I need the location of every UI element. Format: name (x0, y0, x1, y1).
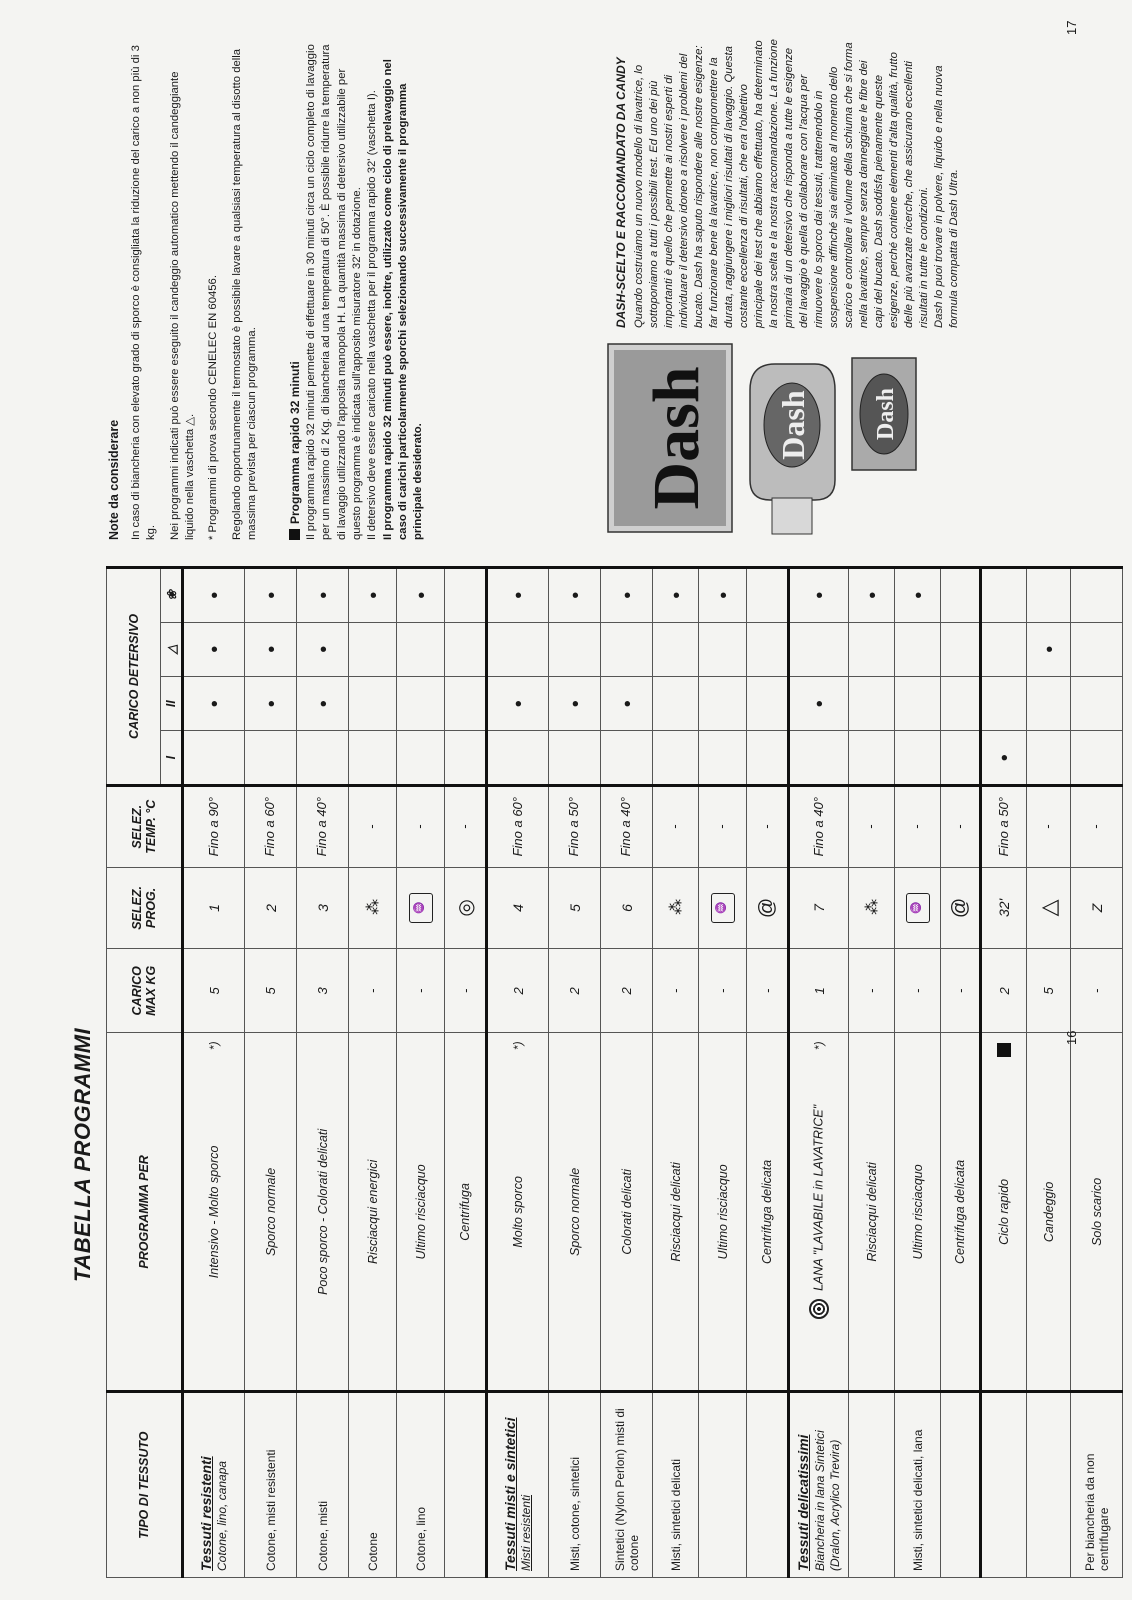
program-name: Centrifuga delicata (747, 1033, 789, 1392)
det-bleach (789, 622, 849, 676)
dash-products-image (600, 340, 930, 540)
fabric-type (699, 1392, 747, 1578)
temperature: - (895, 785, 941, 867)
max-load: - (699, 949, 747, 1033)
det-I (349, 731, 397, 785)
det-bleach (549, 622, 601, 676)
temperature: Fino a 40° (297, 785, 349, 867)
det-I (895, 731, 941, 785)
program-name: Risciacqui energici (349, 1033, 397, 1392)
det-softener: ● (699, 568, 747, 623)
max-load: 2 (487, 949, 549, 1033)
dash-logo-box: Dash (640, 366, 713, 510)
program-name: Risciacqui delicati (653, 1033, 699, 1392)
spin-delicate-icon: @ (747, 867, 789, 949)
temperature: - (349, 785, 397, 867)
max-load: 2 (981, 949, 1027, 1033)
program-selector: 7 (789, 867, 849, 949)
temperature: Fino a 40° (789, 785, 849, 867)
det-bleach (487, 622, 549, 676)
fabric-type: Cotone (349, 1392, 397, 1578)
fabric-type: Per biancheria da non centrifugare (1071, 1392, 1123, 1578)
det-softener: ● (245, 568, 297, 623)
det-bleach (849, 622, 895, 676)
page-number-left: 16 (1064, 1030, 1079, 1045)
program-name: Ciclo rapido (981, 1033, 1027, 1392)
det-softener: ● (183, 568, 245, 623)
det-bleach (699, 622, 747, 676)
notes-title: Note da considerare (107, 419, 121, 540)
det-I (1071, 731, 1123, 785)
max-load: - (397, 949, 445, 1033)
max-load: - (941, 949, 981, 1033)
program-name: Risciacqui delicati (849, 1033, 895, 1392)
program-name: Centrifuga (445, 1033, 487, 1392)
dash-body: Quando costruiamo un nuovo modello di lavatrice, lo sottoponiamo a tutti i possibili test. Ed uno dei più importanti è quello che permette ai nostri esperti di individuare il detersivo idoneo a risolvere i problemi del bucato. Dash ha saputo rispondere alle nostre esigenze: far funzionare bene la lavatrice, non compromettere la durata, raggiungere i migliori risultati di lavaggio. Questa costante eccellenza di risultati, che era l'obiettivo principale dei test che abbiamo effettuato, ha determinato la nostra scelta e la nostra raccomandazione. La funzione primaria di un detersivo che risponda a tutte le esigenze del lavaggio è quella di collaborare con l'acqua per rimuovere lo sporco dai tessuti, trattenendolo in sospensione affinché sia eliminato al momento dello scarico e controllare il volume della schiuma che si forma nella lavatrice, sempre senza danneggiare le fibre dei capi del bucato. Dash soddisfa pienamente queste esigenze, perché contiene elementi d'alta qualità, frutto delle più avanzate ricerche, che assicurano eccellenti risultati in tutte le condizioni. (632, 39, 931, 328)
det-I (941, 731, 981, 785)
det-bleach (747, 622, 789, 676)
rapid-title: Programma rapido 32 minuti (287, 361, 302, 524)
max-load: - (747, 949, 789, 1033)
det-II: ● (245, 676, 297, 730)
det-softener (445, 568, 487, 623)
det-softener (1071, 568, 1123, 623)
det-II: ● (183, 676, 245, 730)
det-bleach: ● (297, 622, 349, 676)
temperature: - (1071, 785, 1123, 867)
det-II (1071, 676, 1123, 730)
det-softener (1027, 568, 1071, 623)
det-softener (747, 568, 789, 623)
det-II (895, 676, 941, 730)
det-softener: ● (297, 568, 349, 623)
det-softener (941, 568, 981, 623)
program-selector: 3 (297, 867, 349, 949)
det-I (397, 731, 445, 785)
temperature: Fino a 50° (549, 785, 601, 867)
det-II: ● (297, 676, 349, 730)
program-selector: 4 (487, 867, 549, 949)
last-rinse-icon: ♒ (397, 867, 445, 949)
page-number-right: 17 (1064, 20, 1079, 35)
det-col-II: II (161, 676, 183, 730)
det-II (349, 676, 397, 730)
fabric-type (747, 1392, 789, 1578)
det-I (653, 731, 699, 785)
temperature: Fino a 60° (487, 785, 549, 867)
program-name: Poco sporco - Colorati delicati (297, 1033, 349, 1392)
group-resistenti (183, 1392, 245, 1578)
fabric-type: Cotone, lino (397, 1392, 445, 1578)
max-load: - (1071, 949, 1123, 1033)
max-load: - (349, 949, 397, 1033)
det-II: ● (487, 676, 549, 730)
spin-icon: ◎ (445, 867, 487, 949)
fabric-type (1027, 1392, 1071, 1578)
rapid-body-2: Il detersivo deve essere caricato nella vaschetta per il programma rapido 32' (vaschetta I). (366, 90, 379, 540)
det-I: ● (981, 731, 1027, 785)
rapid-square-icon (289, 529, 300, 540)
program-table (106, 566, 1123, 1578)
det-I (789, 731, 849, 785)
det-II: ● (789, 676, 849, 730)
fabric-type (941, 1392, 981, 1578)
wool-icon (809, 1299, 829, 1319)
group-subtitle: Biancheria in lana Sintetici (Dralon, Acrylico Trevira) (812, 1430, 842, 1571)
footnote-mark: *) (511, 1041, 525, 1051)
dash-text (614, 38, 962, 328)
temperature: Fino a 50° (981, 785, 1027, 867)
note-bleach: Nei programmi indicati può essere eseguito il candeggio automatico mettendo il candeggiante liquido nella vaschetta △. (168, 71, 197, 540)
det-I (245, 731, 297, 785)
program-name: Ultimo risciacquo (397, 1033, 445, 1392)
fabric-type: Misti, sintetici delicati (653, 1392, 699, 1578)
det-bleach (653, 622, 699, 676)
dash-title: DASH-SCELTO E RACCOMANDATO DA CANDY (614, 57, 628, 328)
det-softener: ● (549, 568, 601, 623)
det-bleach (397, 622, 445, 676)
det-II (699, 676, 747, 730)
det-bleach (981, 622, 1027, 676)
det-col-I: I (161, 731, 183, 785)
last-rinse-icon: ♒ (895, 867, 941, 949)
program-name: LANA "LAVABILE in LAVATRICE" *) (789, 1033, 849, 1392)
max-load: 5 (1027, 949, 1071, 1033)
max-load: - (895, 949, 941, 1033)
program-name: Solo scarico (1071, 1033, 1123, 1392)
program-selector: Z (1071, 867, 1123, 949)
fabric-type: Cotone, misti resistenti (245, 1392, 297, 1578)
fabric-type (981, 1392, 1027, 1578)
det-softener: ● (895, 568, 941, 623)
group-title: Tessuti delicatissimi (795, 1434, 812, 1571)
det-II: ● (601, 676, 653, 730)
det-softener: ● (349, 568, 397, 623)
det-II (981, 676, 1027, 730)
fabric-type (849, 1392, 895, 1578)
det-softener: ● (849, 568, 895, 623)
group-title: Tessuti misti e sintetici (501, 1417, 518, 1571)
rapid-square-icon (997, 1043, 1011, 1057)
temperature: - (653, 785, 699, 867)
det-I (445, 731, 487, 785)
fabric-type: Cotone, misti (297, 1392, 349, 1578)
det-I (601, 731, 653, 785)
program-selector: 1 (183, 867, 245, 949)
det-II (941, 676, 981, 730)
program-selector: 5 (549, 867, 601, 949)
det-I (549, 731, 601, 785)
det-II (397, 676, 445, 730)
det-II (445, 676, 487, 730)
det-bleach (601, 622, 653, 676)
temperature: - (747, 785, 789, 867)
page-title: TABELLA PROGRAMMI (70, 1027, 95, 1282)
rapid-bold: Il programma rapido 32 minuti può essere, inoltre, utilizzato come ciclo di prelavaggio nel caso di carichi particolarmente sporchi selezionando successivamente il programma principale desiderato. (381, 59, 425, 540)
temperature: - (445, 785, 487, 867)
program-name: Sporco normale (245, 1033, 297, 1392)
rinse-icon: ⁂ (849, 867, 895, 949)
notes-section (106, 40, 435, 540)
program-name: Sporco normale (549, 1033, 601, 1392)
det-I (747, 731, 789, 785)
fabric-type: Misti, sintetici delicati, lana (895, 1392, 941, 1578)
det-II (1027, 676, 1071, 730)
program-name: Ultimo risciacquo (895, 1033, 941, 1392)
det-bleach (349, 622, 397, 676)
det-I (297, 731, 349, 785)
det-col-bleach: △ (161, 622, 183, 676)
header-prog: SELEZ. PROG. (107, 867, 183, 949)
det-I (487, 731, 549, 785)
det-II (849, 676, 895, 730)
group-delicatissimi (789, 1392, 849, 1578)
det-I (849, 731, 895, 785)
program-name: Molto sporco *) (487, 1033, 549, 1392)
last-rinse-icon: ♒ (699, 867, 747, 949)
header-temp: SELEZ. TEMP. °C (107, 785, 183, 867)
det-II: ● (549, 676, 601, 730)
det-bleach (941, 622, 981, 676)
max-load: 2 (549, 949, 601, 1033)
dash-logo-bottle: Dash (775, 390, 811, 460)
program-name: Colorati delicati (601, 1033, 653, 1392)
det-softener: ● (789, 568, 849, 623)
det-bleach: ● (183, 622, 245, 676)
max-load: 5 (245, 949, 297, 1033)
dash-logo-ultra: Dash (873, 387, 899, 441)
temperature: Fino a 40° (601, 785, 653, 867)
group-subtitle: Cotone, lino, canapa (215, 1460, 230, 1571)
det-bleach (895, 622, 941, 676)
temperature: - (1027, 785, 1071, 867)
header-detersivo: CARICO DETERSIVO (107, 568, 161, 786)
header-programma: PROGRAMMA PER (107, 1033, 183, 1392)
det-I (1027, 731, 1071, 785)
det-II (747, 676, 789, 730)
rapid-body: Il programma rapido 32 minuti permette di effettuare in 30 minuti circa un ciclo completo di lavaggio per un massimo di 2 Kg. di biancheria ad una temperatura di 50°. È possibile ridurre la temperatura di lavaggio utilizzando l'apposita manopola H. La quantità massima di detersivo utilizzabile per questo programma è indicata sull'apposito misuratore 32' in dotazione. (304, 44, 363, 540)
bleach-icon: △ (1027, 867, 1071, 949)
det-bleach: ● (245, 622, 297, 676)
det-bleach (445, 622, 487, 676)
fabric-type: Misti, cotone, sintetici (549, 1392, 601, 1578)
header-tipo: TIPO DI TESSUTO (107, 1392, 183, 1578)
note-thermostat: Regolando opportunamente il termostato è possibile lavare a qualsiasi temperatura al disotto della massima prevista per ciascun programma. (230, 48, 259, 540)
max-load: 2 (601, 949, 653, 1033)
rinse-icon: ⁂ (349, 867, 397, 949)
note-cenelec: * Programmi di prova secondo CENELEC EN 60456. (207, 275, 220, 540)
max-load: - (653, 949, 699, 1033)
det-col-softener: ❀ (161, 568, 183, 623)
program-name: Candeggio (1027, 1033, 1071, 1392)
program-selector: 6 (601, 867, 653, 949)
temperature: - (941, 785, 981, 867)
max-load: - (849, 949, 895, 1033)
footnote-mark: *) (812, 1041, 826, 1051)
fabric-type (445, 1392, 487, 1578)
det-softener: ● (601, 568, 653, 623)
program-name: Intensivo - Molto sporco *) (183, 1033, 245, 1392)
det-softener (981, 568, 1027, 623)
program-selector: 2 (245, 867, 297, 949)
det-I (183, 731, 245, 785)
footnote-mark: *) (207, 1041, 221, 1051)
max-load: - (445, 949, 487, 1033)
det-II (653, 676, 699, 730)
group-subtitle: Misti resistenti (519, 1494, 534, 1571)
temperature: Fino a 90° (183, 785, 245, 867)
det-I (699, 731, 747, 785)
det-bleach (1071, 622, 1123, 676)
temperature: - (397, 785, 445, 867)
temperature: - (849, 785, 895, 867)
program-name: Ultimo risciacquo (699, 1033, 747, 1392)
group-title: Tessuti resistenti (197, 1456, 214, 1571)
program-name: Centrifuga delicata (941, 1033, 981, 1392)
det-bleach: ● (1027, 622, 1071, 676)
det-softener: ● (653, 568, 699, 623)
rinse-icon: ⁂ (653, 867, 699, 949)
det-softener: ● (397, 568, 445, 623)
max-load: 5 (183, 949, 245, 1033)
group-misti (487, 1392, 549, 1578)
spin-delicate-icon: @ (941, 867, 981, 949)
program-selector: 32' (981, 867, 1027, 949)
temperature: - (699, 785, 747, 867)
det-softener: ● (487, 568, 549, 623)
temperature: Fino a 60° (245, 785, 297, 867)
max-load: 1 (789, 949, 849, 1033)
fabric-type: Sintetici (Nylon Perlon) misti di cotone (601, 1392, 653, 1578)
note-load: In caso di biancheria con elevato grado di sporco è consigliata la riduzione del carico a non più di 3 kg. (130, 45, 158, 540)
header-carico: CARICO MAX KG (107, 949, 183, 1033)
dash-body-2: Dash lo puoi trovare in polvere, liquido e nella nuova formula compatta di Dash Ultra. (933, 65, 961, 328)
max-load: 3 (297, 949, 349, 1033)
